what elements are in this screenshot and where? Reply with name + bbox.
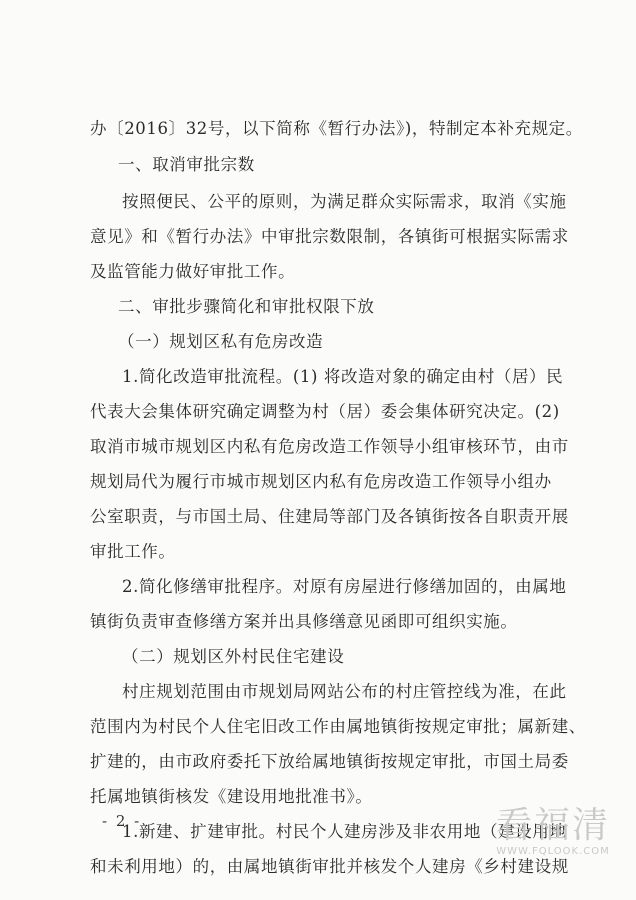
page-number: - 2 - (102, 812, 142, 830)
paragraph-line: 及监管能力做好审批工作。 (90, 262, 296, 281)
paragraph-line: 村庄规划范围由市规划局网站公布的村庄管控线为准，在此 (122, 682, 567, 701)
paragraph-line: 和未利用地）的，由属地镇街审批并核发个人建房《乡村建设规 (90, 857, 569, 876)
paragraph-line: 扩建的，由市政府委托下放给属地镇街按规定审批，市国土局委 (90, 752, 569, 771)
watermark (478, 806, 628, 866)
paragraph-line: 意见》和《暂行办法》中审批宗数限制，各镇街可根据实际需求 (90, 227, 569, 246)
paragraph-line: 范围内为村民个人住宅旧改工作由属地镇街按规定审批；属新建、 (90, 717, 586, 736)
paragraph-line: 审批工作。 (90, 542, 176, 561)
paragraph-line: 1.简化改造审批流程。(1) 将改造对象的确定由村（居）民 (122, 367, 564, 386)
section-heading: 二、审批步骤简化和审批权限下放 (118, 297, 375, 316)
watermark-url: WWW.FQLOOK.COM (496, 846, 610, 857)
section-heading: 一、取消审批宗数 (118, 155, 255, 174)
paragraph-line: 1.新建、扩建审批。村民个人建房涉及非农用地（建设用地 (122, 822, 567, 841)
watermark-logo: 看福清 (495, 805, 610, 846)
paragraph-line: 办〔2016〕32号，以下简称《暂行办法》)，特制定本补充规定。 (90, 119, 583, 138)
paragraph-line: 按照便民、公平的原则，为满足群众实际需求，取消《实施 (122, 192, 567, 211)
paragraph-line: 规划局代为履行市城市规划区内私有危房改造工作领导小组办 (90, 472, 552, 491)
paragraph-line: 2.简化修缮审批程序。对原有房屋进行修缮加固的，由属地 (122, 577, 567, 596)
paragraph-line: 托属地镇街核发《建设用地批准书》。 (90, 787, 373, 806)
paragraph-line: 代表大会集体研究确定调整为村（居）委会集体研究决定。(2) (90, 402, 560, 421)
paragraph-line: 公室职责，与市国土局、住建局等部门及各镇街按各自职责开展 (90, 507, 569, 526)
paragraph-line: 镇街负责审查修缮方案并出具修缮意见函即可组织实施。 (90, 612, 518, 631)
subsection-heading: （二）规划区外村民住宅建设 (122, 647, 345, 666)
subsection-heading: （一）规划区私有危房改造 (118, 332, 324, 351)
paragraph-line: 取消市城市规划区内私有危房改造工作领导小组审核环节，由市 (90, 437, 569, 456)
